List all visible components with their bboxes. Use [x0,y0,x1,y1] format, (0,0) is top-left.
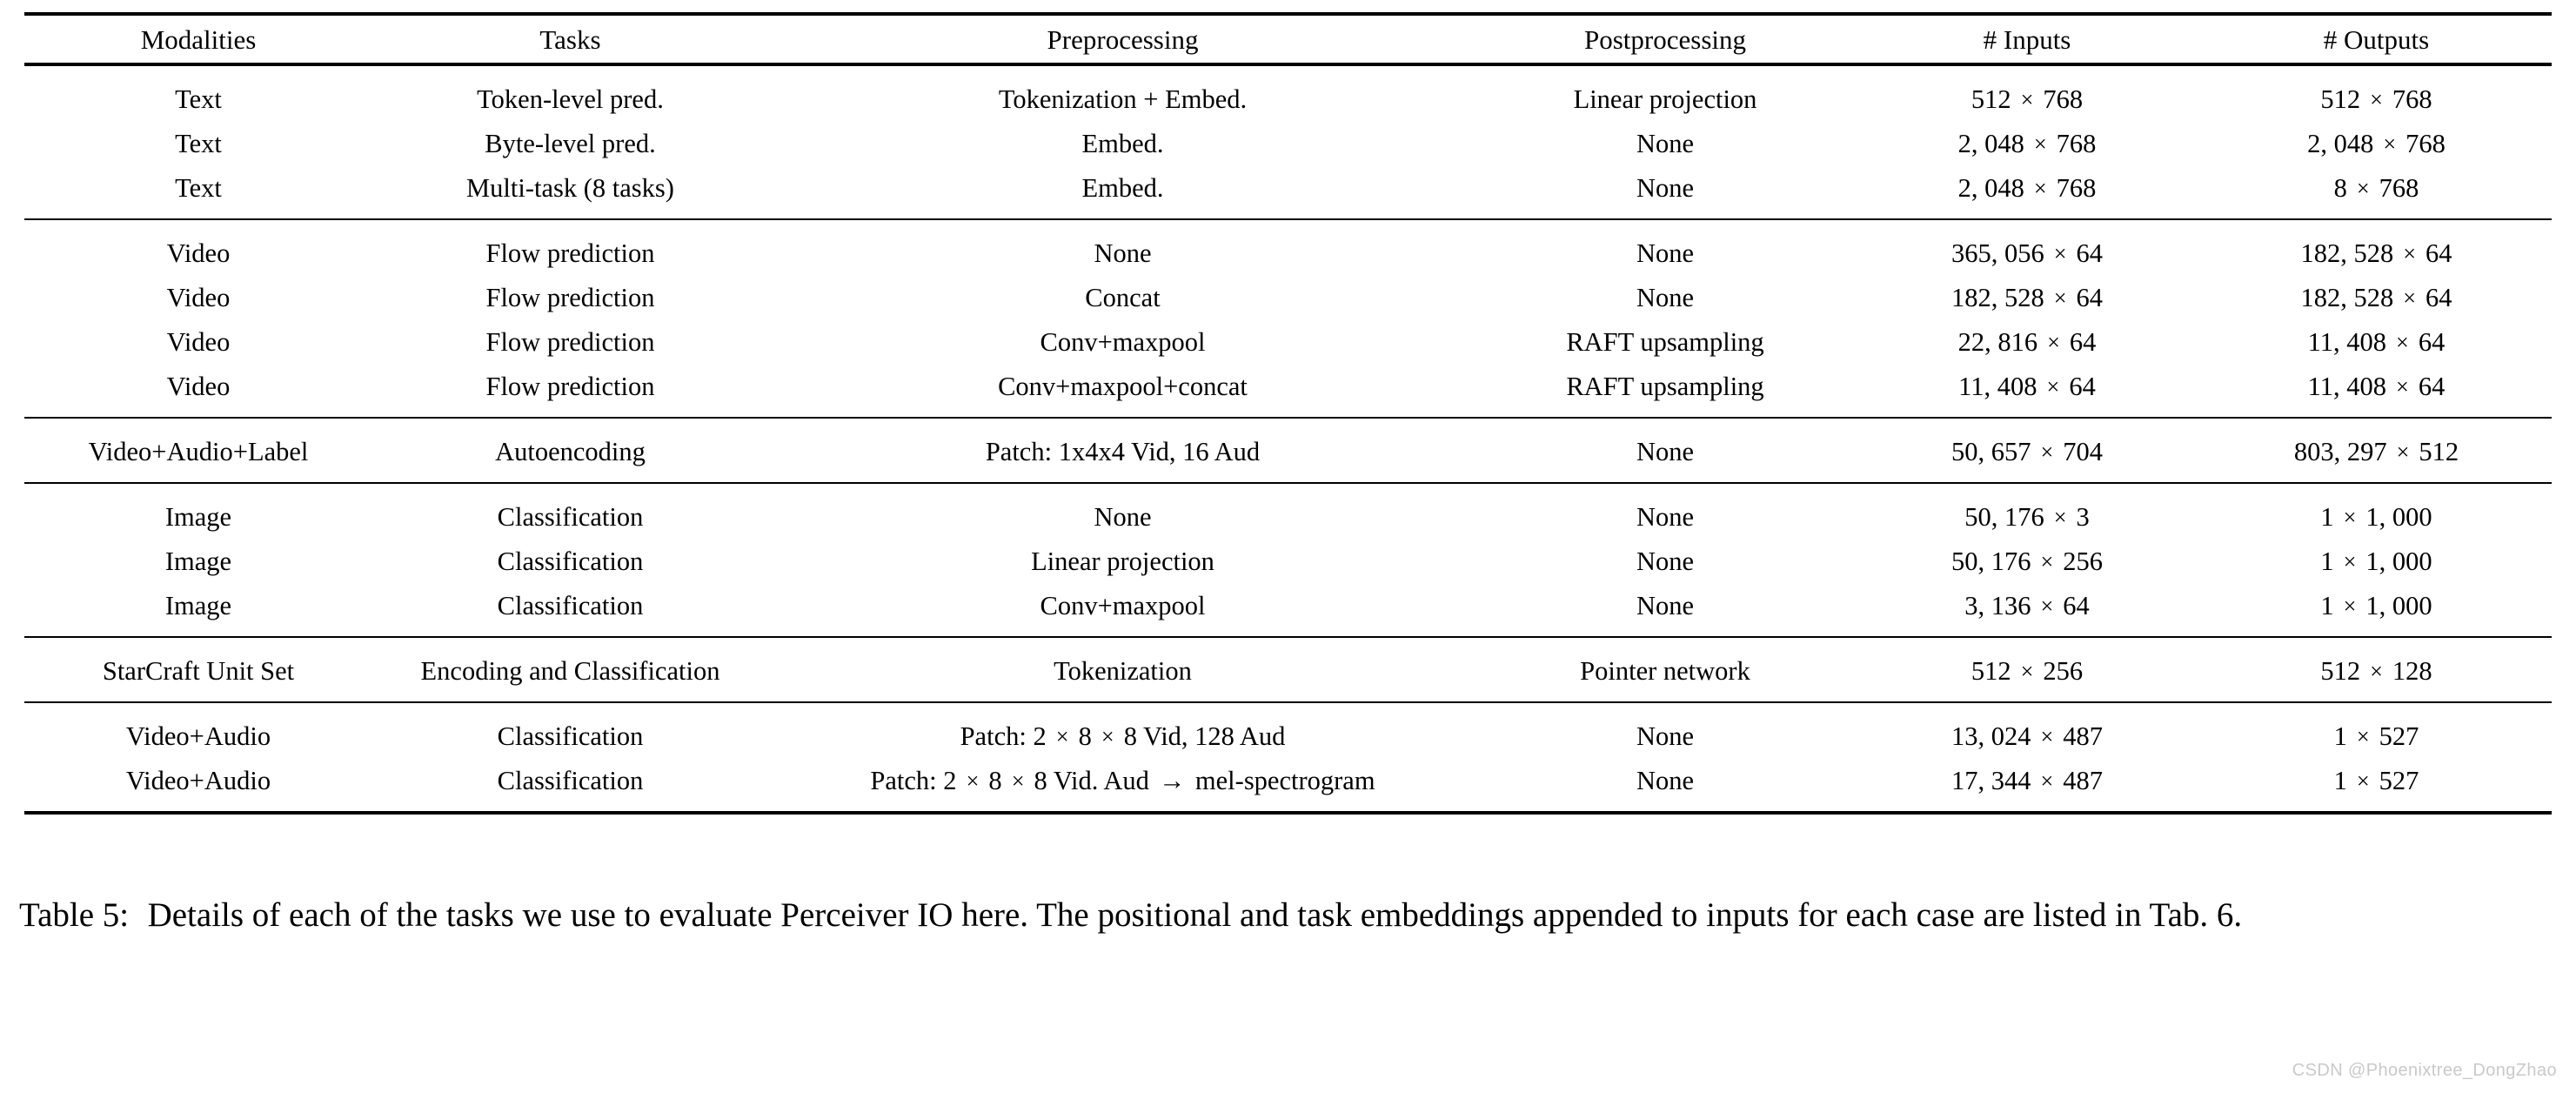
group-spacer [24,409,2552,417]
cell-task: Classification [497,546,644,577]
cell-postprocessing: None [1636,437,1695,467]
cell-inputs: 2, 048 × 768 [1957,129,2097,159]
table-row [24,584,2552,628]
group-spacer [24,638,2552,649]
cell-outputs: 11, 408 × 64 [2307,327,2446,358]
cell-outputs: 512 × 128 [2320,656,2432,687]
cell-preprocessing: Tokenization + Embed. [998,84,1248,115]
group-spacer [24,66,2552,77]
cell-modality: Video [166,327,231,358]
spacer-cell [24,803,2552,811]
column-header-postprocessing: Postprocessing [1584,23,1746,55]
times-symbol: × [2040,768,2054,795]
cell-modality: Video+Audio+Label [88,437,309,467]
group-spacer [24,474,2552,482]
cell-postprocessing: None [1636,283,1695,313]
times-symbol: × [2356,768,2370,795]
cell-task: Classification [497,721,644,752]
table-row [24,166,2552,211]
times-symbol: × [2053,505,2067,531]
cell-postprocessing: Linear projection [1573,84,1757,115]
cell-preprocessing: None [1094,238,1152,269]
table-body [24,66,2552,815]
times-symbol: × [1011,768,1025,795]
cell-outputs: 1 × 1, 000 [2320,502,2432,533]
cell-inputs: 17, 344 × 487 [1950,766,2104,796]
cell-preprocessing: Concat [1085,283,1161,313]
times-symbol: × [2343,549,2357,575]
cell-task: Byte-level pred. [485,129,656,159]
table-caption [19,893,2556,937]
times-symbol: × [2356,724,2370,750]
table-row [24,276,2552,320]
times-symbol: × [1055,724,1069,750]
cell-inputs: 50, 176 × 3 [1964,502,2090,533]
caption-text: Details of each of the tasks we use to evaluate Perceiver IO here. The positional and task embeddings appended to inputs for each case are listed in Tab. 6. [147,896,2243,934]
cell-task: Classification [497,766,644,796]
times-symbol: × [966,768,980,795]
header-row [24,16,2552,63]
arrow-symbol: → [1159,766,1186,796]
cell-outputs: 512 × 768 [2320,84,2432,115]
cell-postprocessing: None [1636,721,1695,752]
times-symbol: × [2396,374,2409,400]
cell-outputs: 8 × 768 [2333,173,2419,204]
cell-postprocessing: None [1636,591,1695,621]
cell-task: Autoencoding [495,437,646,467]
cell-outputs: 11, 408 × 64 [2307,372,2446,402]
times-symbol: × [2040,593,2054,620]
group-spacer [24,703,2552,714]
cell-preprocessing: Patch: 1x4x4 Vid, 16 Aud [985,437,1261,467]
cell-preprocessing: Conv+maxpool [1040,327,1206,358]
times-symbol: × [2343,593,2357,620]
cell-preprocessing: Patch: 2 × 8 × 8 Vid. Aud → mel-spectrogram [870,766,1375,796]
cell-preprocessing: Tokenization [1054,656,1192,687]
cell-task: Multi-task (8 tasks) [466,173,674,204]
cell-outputs: 1 × 1, 000 [2320,546,2432,577]
cell-postprocessing: None [1636,238,1695,269]
column-header-num-outputs: # Outputs [2323,23,2430,55]
cell-outputs: 182, 528 × 64 [2300,283,2452,313]
cell-task: Encoding and Classification [420,656,720,687]
cell-inputs: 512 × 768 [1970,84,2084,115]
times-symbol: × [2046,374,2060,400]
cell-modality: Video+Audio [125,721,271,752]
caption-label: Table 5: [19,896,130,934]
cell-modality: Text [175,129,222,159]
table-row [24,365,2552,409]
times-symbol: × [1101,724,1114,750]
table-row [24,495,2552,540]
cell-outputs: 1 × 527 [2333,766,2419,796]
times-symbol: × [2370,87,2383,113]
cell-postprocessing: None [1636,546,1695,577]
cell-task: Classification [497,591,644,621]
spacer-cell [24,694,2552,701]
rule-bottom [24,811,2552,815]
cell-outputs: 1 × 1, 000 [2320,591,2432,621]
group-spacer [24,803,2552,811]
cell-modality: StarCraft Unit Set [102,656,295,687]
cell-inputs: 50, 176 × 256 [1950,546,2104,577]
cell-preprocessing: Embed. [1081,129,1164,159]
cell-outputs: 2, 048 × 768 [2307,129,2446,159]
horizontal-rule [24,811,2552,815]
times-symbol: × [2370,659,2383,685]
table-header [24,12,2552,66]
cell-modality: Video+Audio [125,766,271,796]
group-spacer [24,419,2552,430]
times-symbol: × [2040,439,2054,466]
cell-task: Flow prediction [485,327,655,358]
cell-preprocessing: None [1094,502,1152,533]
tasks-details-table [24,12,2552,815]
spacer-cell [24,638,2552,649]
table-row [24,714,2552,759]
times-symbol: × [2396,439,2410,466]
csdn-watermark: CSDN @Phoenixtree_DongZhao [2292,1061,2557,1080]
table-row [24,759,2552,803]
times-symbol: × [2396,330,2409,356]
cell-modality: Text [175,84,222,115]
cell-task: Token-level pred. [477,84,664,115]
cell-inputs: 365, 056 × 64 [1950,238,2104,269]
spacer-cell [24,474,2552,482]
table-row [24,122,2552,166]
table-5-container [24,12,2552,815]
cell-postprocessing: RAFT upsampling [1566,327,1764,358]
cell-preprocessing: Linear projection [1031,546,1214,577]
cell-inputs: 13, 024 × 487 [1950,721,2104,752]
times-symbol: × [2020,659,2034,685]
cell-task: Classification [497,502,644,533]
cell-postprocessing: RAFT upsampling [1566,372,1764,402]
times-symbol: × [2053,285,2067,312]
cell-preprocessing: Conv+maxpool [1040,591,1206,621]
column-header-num-inputs: # Inputs [1983,23,2071,55]
times-symbol: × [2033,176,2047,202]
cell-task: Flow prediction [485,238,655,269]
cell-outputs: 803, 297 × 512 [2293,437,2459,467]
cell-inputs: 2, 048 × 768 [1957,173,2097,204]
group-spacer [24,484,2552,495]
group-spacer [24,628,2552,636]
cell-modality: Text [175,173,222,204]
spacer-cell [24,211,2552,218]
table-row [24,231,2552,276]
table-row [24,430,2552,474]
table-row [24,649,2552,694]
cell-modality: Video [166,372,231,402]
cell-inputs: 3, 136 × 64 [1964,591,2090,621]
times-symbol: × [2383,131,2397,158]
cell-modality: Image [164,502,232,533]
times-symbol: × [2403,285,2417,312]
group-spacer [24,220,2552,231]
spacer-cell [24,703,2552,714]
group-spacer [24,211,2552,218]
cell-inputs: 512 × 256 [1970,656,2084,687]
times-symbol: × [2020,87,2034,113]
cell-modality: Image [164,591,232,621]
cell-preprocessing: Embed. [1081,173,1164,204]
column-header-modalities: Modalities [140,23,257,55]
spacer-cell [24,66,2552,77]
cell-preprocessing: Conv+maxpool+concat [998,372,1248,402]
spacer-cell [24,220,2552,231]
cell-outputs: 1 × 527 [2333,721,2419,752]
times-symbol: × [2053,241,2067,267]
cell-postprocessing: None [1636,173,1695,204]
group-spacer [24,694,2552,701]
table-row [24,77,2552,122]
cell-inputs: 50, 657 × 704 [1950,437,2104,467]
table-row [24,320,2552,365]
times-symbol: × [2047,330,2060,356]
cell-task: Flow prediction [485,283,655,313]
times-symbol: × [2033,131,2047,158]
cell-postprocessing: None [1636,502,1695,533]
times-symbol: × [2403,241,2417,267]
table-row [24,540,2552,584]
cell-modality: Image [164,546,232,577]
cell-task: Flow prediction [485,372,655,402]
times-symbol: × [2040,549,2054,575]
cell-inputs: 11, 408 × 64 [1958,372,2096,402]
spacer-cell [24,484,2552,495]
cell-modality: Video [166,238,231,269]
cell-postprocessing: None [1636,129,1695,159]
cell-modality: Video [166,283,231,313]
cell-postprocessing: None [1636,766,1695,796]
column-header-preprocessing: Preprocessing [1047,23,1199,55]
times-symbol: × [2040,724,2054,750]
column-header-tasks: Tasks [539,23,601,55]
spacer-cell [24,409,2552,417]
spacer-cell [24,628,2552,636]
times-symbol: × [2356,176,2370,202]
cell-outputs: 182, 528 × 64 [2300,238,2452,269]
cell-inputs: 22, 816 × 64 [1957,327,2097,358]
cell-inputs: 182, 528 × 64 [1950,283,2104,313]
times-symbol: × [2343,505,2357,531]
spacer-cell [24,419,2552,430]
cell-postprocessing: Pointer network [1580,656,1750,687]
cell-preprocessing: Patch: 2 × 8 × 8 Vid, 128 Aud [960,721,1286,752]
